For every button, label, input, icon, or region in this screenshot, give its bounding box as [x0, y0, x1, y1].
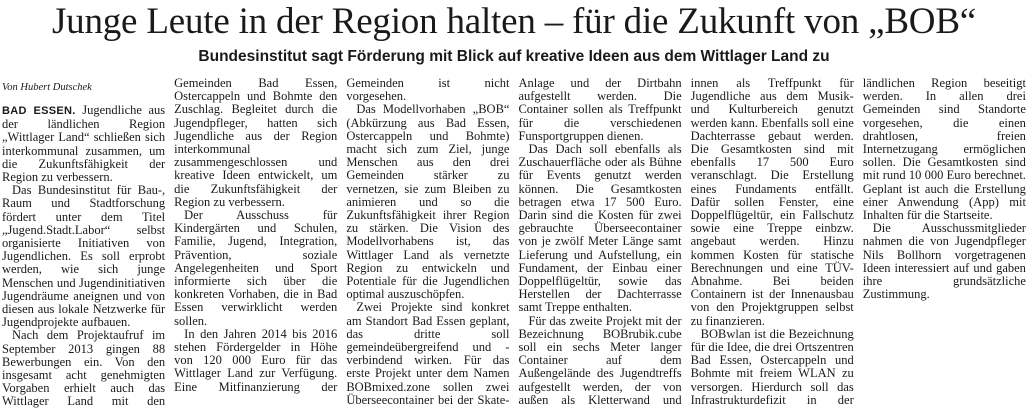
- paragraph: Das Dach soll ebenfalls als Zuschauerfläche oder als Bühne für Events genutzt werden können. Die Gesamtkosten betragen etwa 17 500 Euro. Darin sind die Kosten für zwei gebrauchte Überseecontainer von je zwölf Meter Länge samt Lieferung und Aufstellung, ein Fundament, der Einbau einer Doppelflügeltür, sowie das Herstellen der Dachterrasse samt Treppe enthalten.: [518, 142, 682, 315]
- paragraph: Das Bundesinstitut für Bau-, Raum und Stadtforschung fördert unter dem Titel „Jugend.Stadt.Labor“ selbst organisierte Initiativen von Jugendlichen. Es soll erprobt werden, wie sich junge Menschen und Jugendinitiativen Jugendräume aneignen und von diesen aus lokale Netzwerke für Jugendprojekte aufbauen.: [2, 183, 166, 330]
- paragraph-text: Jugendliche aus der ländlichen Region „Wittlager Land“ schließen sich interkommunal zusammen, um die Zukunftsfähigkeit der Region zu verbessern.: [2, 103, 166, 185]
- paragraph: Das Modellvorhaben „BOB“ (Abkürzung aus Bad Essen, Ostercappeln und Bohmte) macht sich zum Ziel, junge Menschen aus den drei Gemeinden stärker zu vernetzen, sie zum Bleiben zu animieren und so die Zukunftsfähigkeit ihrer Region zu stärken. Die Vision des Modellvorhabens ist, das Wittlager Land als vernetzte Region zu entwickeln und Potentiale für die Jugendlichen optimal auszuschöpfen.: [346, 102, 510, 302]
- article-headline: Junge Leute in der Region halten – für die Zukunft von „BOB“: [51, 1, 977, 42]
- paragraph: Der Ausschuss für Kindergärten und Schulen, Familie, Jugend, Integration, Prävention, soziale Angelegenheiten und Sport informierte sich über die konkreten Vorhaben, die in Bad Essen verwirklicht werden sollen.: [174, 208, 338, 328]
- paragraph: Die Ausschussmitglieder nahmen die von Jugendpfleger Nils Bollhorn vorgetragenen Ideen interessiert auf und gaben ihre grundsätzliche Zustimmung.: [862, 221, 1026, 302]
- paragraph: Für das zweite Projekt mit der Bezeichnung BOBrubik.cube soll ein sechs Meter langer Container auf dem Außengelände des Jugendtreffs aufgestellt werden, der von außen als Kletterwand und innen als Treffpunkt für Jugendliche aus dem Musik- und Kulturbereich genutzt werden kann. Ebenfalls soll eine Dachterrasse gebaut werden. Die Gesamtkosten sind mit ebenfalls 17 500 Euro veranschlagt. Die Erstellung eines Fundaments entfällt. Dafür sollen Fenster, eine Doppelflügeltür, ein Fallschutz sowie eine Treppe einbzw. angebaut werden. Hinzu kommen Kosten für statische Berechnungen und eine TÜV-Abnahme. Bei beiden Containern ist der Innenausbau von den Projektgruppen selbst zu finanzieren.: [518, 76, 854, 407]
- dateline: BAD ESSEN.: [2, 105, 76, 117]
- byline: Von Hubert Dutschek: [2, 82, 92, 93]
- paragraph: [2, 104, 165, 184]
- paragraph: BOBwlan ist die Bezeichnung für die Idee, die drei Ortszentren Bad Essen, Ostercappeln und Bohmte mit freiem WLAN zu versorgen. Hierdurch soll das Infrastrukturdefizit in der ländlichen Region beseitigt werden. In allen drei Gemeinden sind Standorte vorgesehen, die einen drahtlosen, freien Internetzugang ermöglichen sollen. Die Gesamtkosten sind mit rund 10 000 Euro berechnet. Geplant ist auch die Erstellung einer Anwendung (App) mit Inhalten für die Startseite.: [690, 76, 1026, 407]
- article-body: [2, 77, 1026, 415]
- paragraph: Nach dem Projektaufruf im September 2013 gingen 88 Bewerbungen ein. Von den insgesamt acht genehmigten Vorgaben erhielt auch das Wittlager Land mit den Gemeinden Bad Essen, Ostercappeln und Bohmte den Zuschlag. Begleitet durch die Jugendpfleger, hatten sich Jugendliche aus der Region interkommunal zusammengeschlossen und kreative Ideen entwickelt, um die Zukunftsfähigkeit der Region zu verbessern.: [2, 76, 338, 409]
- paragraph: Zwei Projekte sind konkret am Standort Bad Essen geplant, das dritte soll gemeindeübergreifend und -verbindend wirken. Für das erste Projekt unter dem Namen BOBmixed.zone sollen zwei Überseecontainer bei der Skate-Anlage und der Dirtbahn aufgestellt werden. Die Container sollen als Treffpunkt für die verschiedenen Funsportgruppen dienen.: [346, 76, 682, 407]
- article-subheadline: Bundesinstitut sagt Förderung mit Blick auf kreative Ideen aus dem Wittlager Land zu: [198, 48, 830, 65]
- paragraph: In den Jahren 2014 bis 2016 stehen Fördergelder in Höhe von 120 000 Euro für das Wittlager Land zur Verfügung. Eine Mitfinanzierung der Gemeinden ist nicht vorgesehen.: [174, 76, 510, 394]
